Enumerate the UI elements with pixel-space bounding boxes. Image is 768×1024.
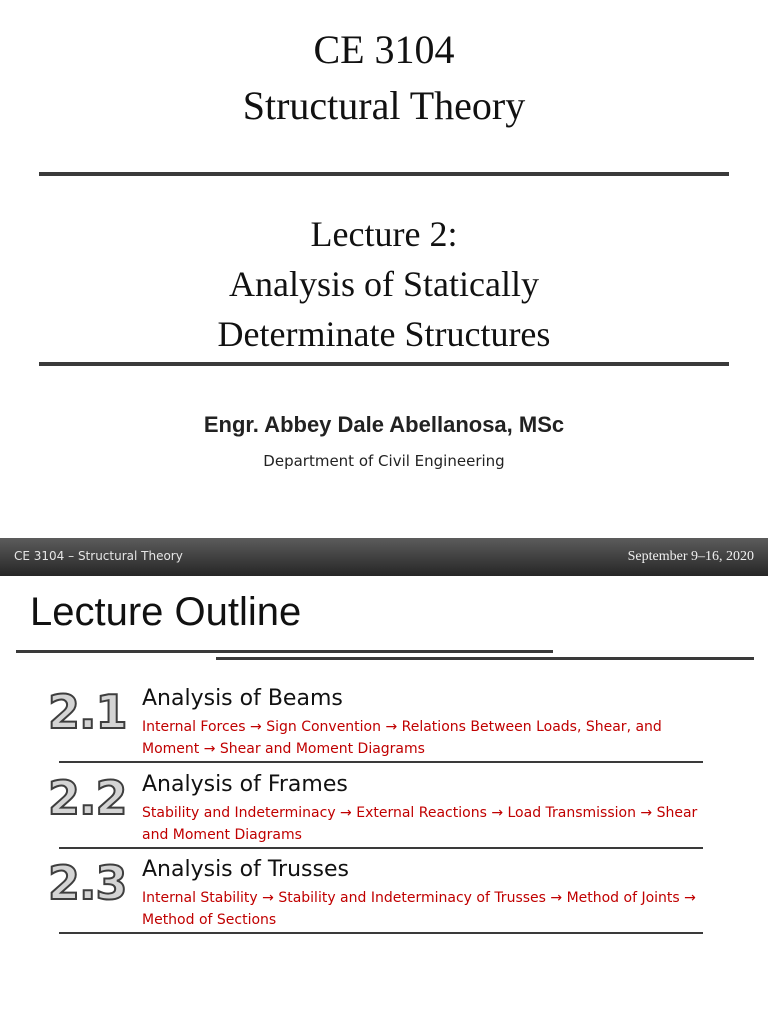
section-heading: Analysis of Trusses [142,857,349,882]
lecture-title-line-2: Determinate Structures [217,314,551,354]
lecture-number: Lecture 2: [310,214,458,254]
section-divider [59,847,703,849]
section-heading: Analysis of Beams [142,686,343,711]
section-subtopics: Internal Forces → Sign Convention → Relations Between Loads, Shear, and Moment → Shear and Moment Diagrams [142,719,662,757]
outline-slide [0,576,768,1024]
title-divider-top [39,172,729,176]
department-name: Department of Civil Engineering [263,452,505,470]
footer-course: CE 3104 – Structural Theory [14,549,183,563]
section-heading: Analysis of Frames [142,772,348,797]
course-code: CE 3104 [313,27,455,72]
section-divider [59,761,703,763]
section-number: 2.3 [48,856,127,910]
section-subtopics: Internal Stability → Stability and Indeterminacy of Trusses → Method of Joints → Method of Sections [142,890,696,928]
title-divider-bottom [39,362,729,366]
outline-rule-1 [16,650,553,653]
section-number: 2.2 [48,771,127,825]
author-name: Engr. Abbey Dale Abellanosa, MSc [203,412,565,437]
slide-footer [0,538,768,576]
section-subtopics: Stability and Indeterminacy → External Reactions → Load Transmission → Shear and Moment Diagrams [142,805,698,843]
outline-title: Lecture Outline [30,590,302,634]
footer-date: September 9–16, 2020 [627,549,754,564]
course-title: Structural Theory [242,83,526,128]
section-divider [59,932,703,934]
outline-rule-2 [216,657,754,660]
section-number: 2.1 [48,685,127,739]
lecture-title-line-1: Analysis of Statically [229,264,539,304]
